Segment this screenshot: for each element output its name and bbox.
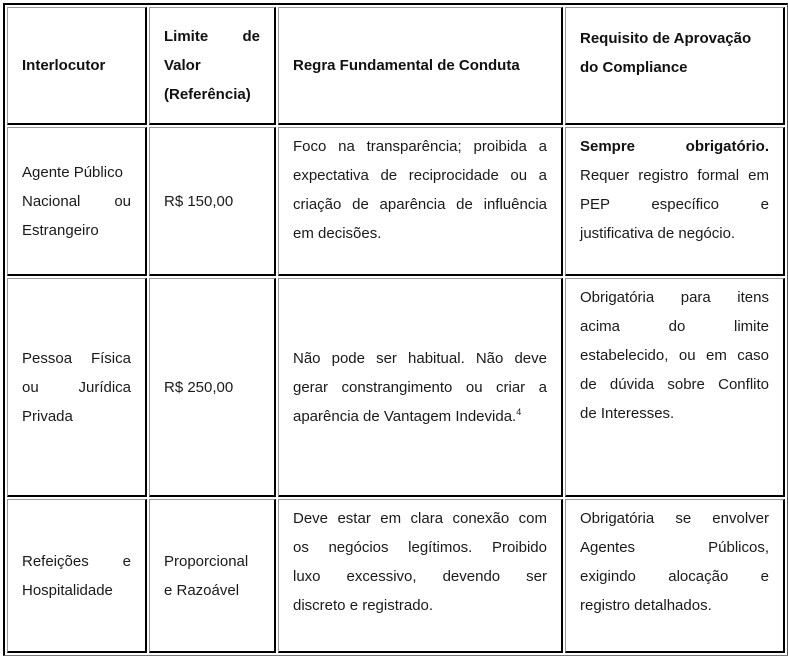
cell-line: Nacional ou xyxy=(22,192,131,210)
cell-regra xyxy=(278,278,563,497)
cell-interlocutor xyxy=(7,499,147,653)
table-row xyxy=(7,499,785,653)
header-limite-line: Valor xyxy=(164,57,201,74)
header-requisito-line: do Compliance xyxy=(580,59,688,76)
cell-regra xyxy=(278,127,563,276)
gift-policy-table xyxy=(3,3,788,656)
header-limite-valor xyxy=(149,7,276,125)
cell-line: criação de aparência de influência xyxy=(293,196,547,213)
header-limite-line: Limite de xyxy=(164,28,260,45)
cell-limite-value: R$ 250,00 xyxy=(164,378,234,396)
cell-interlocutor xyxy=(7,127,147,276)
cell-limite-value: R$ 150,00 xyxy=(164,192,234,210)
cell-line: de dúvida sobre Conflito xyxy=(580,376,769,393)
cell-limite-value: Proporcional xyxy=(164,552,249,570)
cell-line: PEP específico e xyxy=(580,196,769,213)
header-limite-line: (Referência) xyxy=(164,86,251,103)
cell-line: registro detalhados. xyxy=(580,597,712,614)
table-row xyxy=(7,278,785,497)
header-requisito xyxy=(565,7,785,125)
cell-line: justificativa de negócio. xyxy=(580,225,736,242)
cell-requisito xyxy=(565,127,785,276)
cell-interlocutor xyxy=(7,278,147,497)
table-header-row xyxy=(7,7,785,125)
cell-line: os negócios legítimos. Proibido xyxy=(293,539,547,556)
cell-line: em decisões. xyxy=(293,225,382,242)
cell-limite xyxy=(149,127,276,276)
cell-line: Estrangeiro xyxy=(22,221,99,239)
cell-line: acima do limite xyxy=(580,318,769,335)
cell-line: Deve estar em clara conexão com xyxy=(293,510,547,527)
cell-requisito-emphasis: Sempre obrigatório. xyxy=(580,138,769,155)
table-row xyxy=(7,127,785,276)
cell-line: estabelecido, ou em caso xyxy=(580,347,769,364)
cell-line: Obrigatória se envolver xyxy=(580,510,769,527)
cell-line: discreto e registrado. xyxy=(293,597,434,614)
cell-line: gerar constrangimento ou criar a xyxy=(293,378,547,396)
cell-limite-value: e Razoável xyxy=(164,581,240,599)
cell-line: Privada xyxy=(22,407,73,425)
header-requisito-line: Requisito de Aprovação xyxy=(580,30,752,47)
cell-regra xyxy=(278,499,563,653)
cell-line: Agentes Públicos, xyxy=(580,539,769,556)
header-regra-label: Regra Fundamental de Conduta xyxy=(293,57,520,74)
cell-line: Hospitalidade xyxy=(22,581,113,599)
cell-line: Pessoa Física xyxy=(22,349,131,367)
cell-line: Obrigatória para itens xyxy=(580,289,769,306)
cell-line xyxy=(293,402,547,431)
header-interlocutor-label: Interlocutor xyxy=(22,57,106,74)
cell-requisito xyxy=(565,278,785,497)
header-interlocutor xyxy=(7,7,147,125)
cell-line-text: aparência de Vantagem Indevida. xyxy=(293,407,517,425)
cell-line: Foco na transparência; proibida a xyxy=(293,138,547,155)
cell-limite xyxy=(149,499,276,653)
header-regra xyxy=(278,7,563,125)
cell-line: Requer registro formal em xyxy=(580,167,769,184)
cell-line: Agente Público xyxy=(22,163,123,181)
cell-line: luxo excessivo, devendo ser xyxy=(293,568,547,585)
cell-line: Não pode ser habitual. Não deve xyxy=(293,349,547,367)
cell-line: expectativa de reciprocidade ou a xyxy=(293,167,547,184)
cell-line: exigindo alocação e xyxy=(580,568,769,585)
cell-requisito xyxy=(565,499,785,653)
cell-limite xyxy=(149,278,276,497)
cell-line: de Interesses. xyxy=(580,405,675,422)
cell-line: ou Jurídica xyxy=(22,378,131,396)
cell-line: Refeições e xyxy=(22,552,131,570)
footnote-reference[interactable]: 4 xyxy=(516,406,522,417)
